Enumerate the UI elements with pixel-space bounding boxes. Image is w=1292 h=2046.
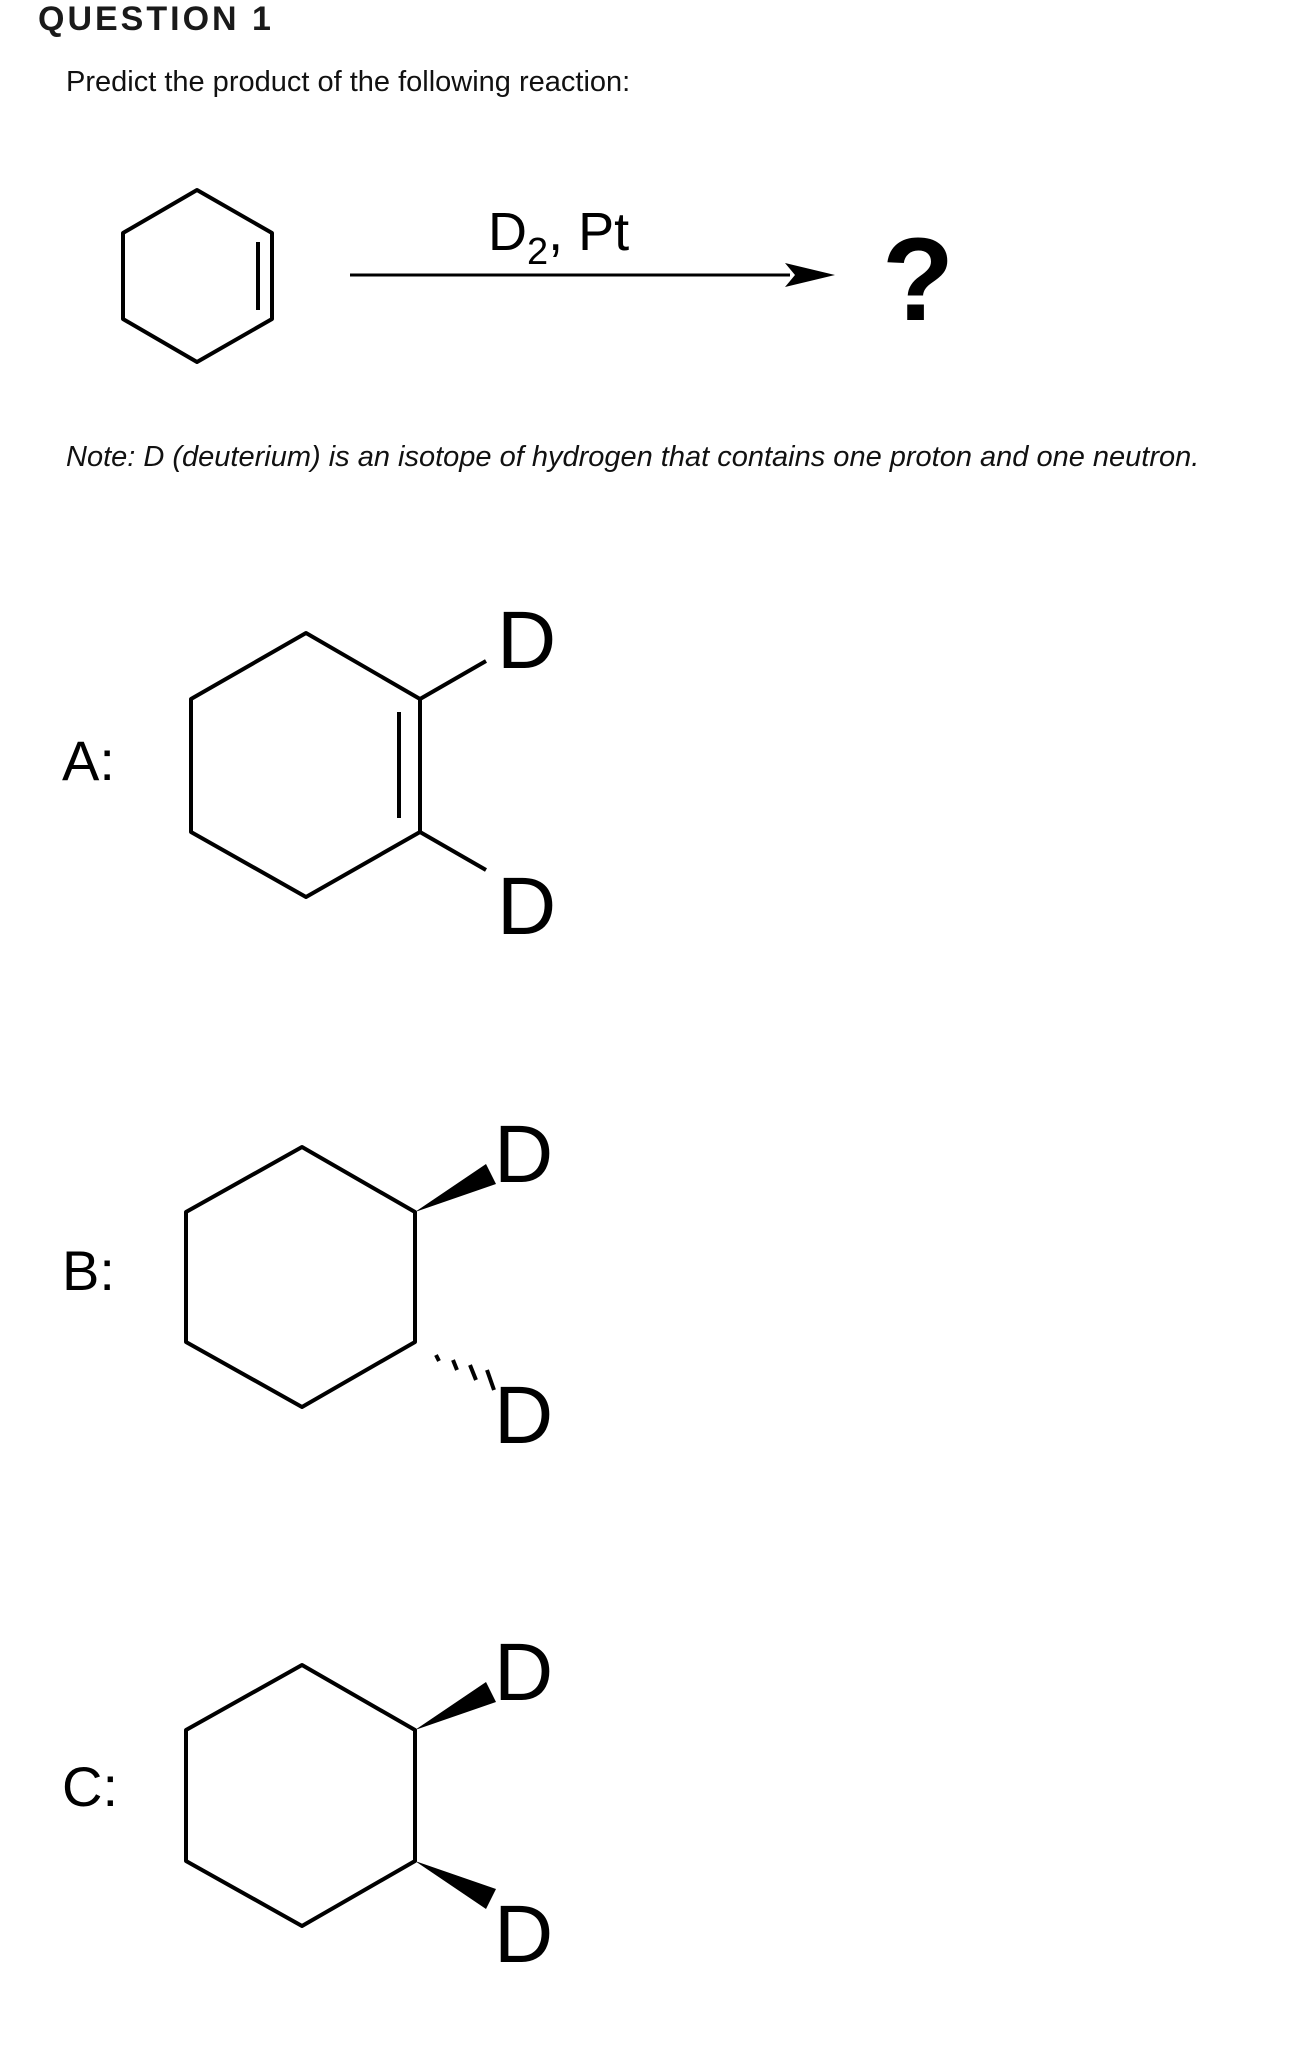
reagent-symbol: D bbox=[488, 202, 527, 262]
option-c-label: C: bbox=[62, 1755, 118, 1818]
bond-to-d-bottom bbox=[420, 832, 486, 870]
option-c-structure bbox=[186, 1665, 496, 1926]
option-a[interactable] bbox=[62, 595, 556, 952]
bond-to-d-top bbox=[420, 661, 486, 699]
hashed-bond-bottom bbox=[436, 1355, 494, 1390]
wedge-bond-top bbox=[415, 1164, 496, 1212]
question-header: QUESTION 1 bbox=[38, 0, 274, 38]
reagent-suffix: , Pt bbox=[548, 202, 630, 262]
option-b-atom-bottom: D bbox=[494, 1370, 554, 1461]
option-b-atom-top: D bbox=[494, 1109, 554, 1200]
option-c[interactable] bbox=[62, 1627, 553, 1980]
option-a-atom-bottom: D bbox=[497, 861, 557, 952]
option-b[interactable] bbox=[62, 1109, 553, 1461]
option-a-atom-top: D bbox=[497, 595, 557, 686]
reagent-subscript: 2 bbox=[527, 231, 549, 273]
option-b-structure bbox=[186, 1147, 496, 1407]
question-prompt: Predict the product of the following reaction: bbox=[66, 66, 631, 98]
option-c-atom-top: D bbox=[494, 1627, 554, 1718]
option-a-structure bbox=[191, 633, 486, 897]
wedge-bond-top bbox=[415, 1682, 496, 1730]
deuterium-note: Note: D (deuterium) is an isotope of hydrogen that contains one proton and one neutron. bbox=[66, 441, 1200, 473]
reagent-label bbox=[488, 202, 629, 273]
option-c-atom-bottom: D bbox=[494, 1889, 554, 1980]
reaction-arrow bbox=[350, 263, 835, 287]
wedge-bond-bottom bbox=[415, 1861, 496, 1909]
option-a-label: A: bbox=[62, 729, 115, 792]
option-b-label: B: bbox=[62, 1239, 115, 1302]
product-question-mark: ? bbox=[882, 214, 955, 346]
cyclohexene-reactant bbox=[123, 190, 272, 362]
